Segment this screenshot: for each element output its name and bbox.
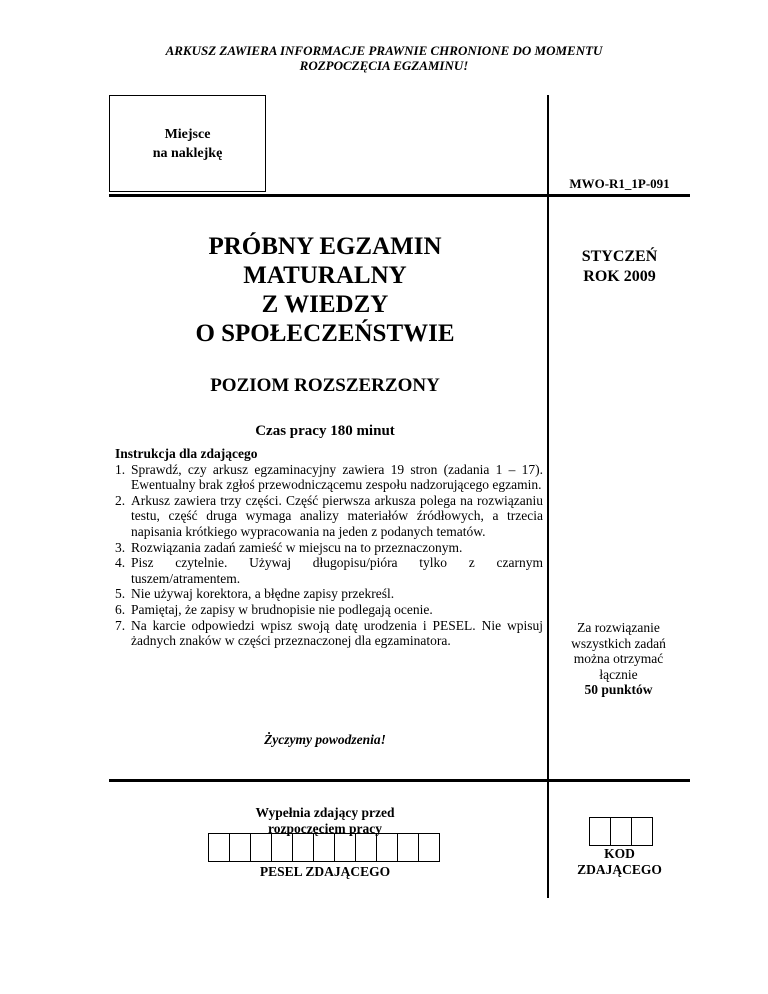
pesel-input-boxes[interactable] [208, 833, 439, 862]
title-line-2: MATURALNY [243, 262, 407, 289]
date-year: ROK 2009 [583, 268, 656, 285]
kod-label [549, 846, 690, 877]
points-line-3: można otrzymać [573, 651, 664, 667]
instruction-item: 2. Arkusz zawiera trzy części. Część pierwsza arkusza polega na rozwiązaniu testu, część druga wymaga analizy materiałów źródłowych, a trzecia napisania krótkiego wypracowania na jeden z podanych tematów. [115, 492, 543, 539]
kod-line-2: ZDAJĄCEGO [577, 861, 662, 877]
fill-line-1: Wypełnia zdający przed [255, 805, 395, 820]
instruction-item: 4. Pisz czytelnie. Używaj długopisu/pióra tylko z czarnym tuszem/atramentem. [115, 555, 543, 586]
kod-digit-box[interactable] [631, 817, 653, 846]
points-line-2: wszystkich zadań [571, 635, 666, 651]
vertical-divider [547, 95, 549, 898]
points-line-4: łącznie [599, 666, 638, 682]
pesel-digit-box[interactable] [355, 833, 377, 862]
title-line-3: Z WIEDZY [261, 291, 389, 318]
fill-line-2: rozpoczęciem pracy [267, 820, 383, 836]
pesel-digit-box[interactable] [376, 833, 398, 862]
notice-line-2: ROZPOCZĘCIA EGZAMINU! [299, 58, 469, 73]
exam-level: POZIOM ROZSZERZONY [210, 375, 440, 396]
instructions [115, 446, 543, 649]
legal-notice [100, 43, 668, 73]
pesel-digit-box[interactable] [250, 833, 272, 862]
exam-time: Czas pracy 180 minut [255, 423, 395, 439]
sticker-line-2: na naklejkę [152, 145, 223, 161]
pesel-digit-box[interactable] [229, 833, 251, 862]
kod-digit-box[interactable] [610, 817, 632, 846]
kod-line-1: KOD [604, 846, 635, 861]
instructions-list [115, 462, 543, 649]
exam-code: MWO-R1_1P-091 [569, 176, 670, 191]
points-total: 50 punktów [584, 682, 653, 698]
sticker-placeholder-box [109, 95, 266, 192]
instruction-item: 1. Sprawdź, czy arkusz egzaminacyjny zawiera 19 stron (zadania 1 – 17). Ewentualny brak zgłoś przewodniczącemu zespołu nadzorującego egzamin. [115, 461, 543, 493]
pesel-digit-box[interactable] [418, 833, 440, 862]
instruction-item: 7. Na karcie odpowiedzi wpisz swoją datę urodzenia i PESEL. Nie wpisuj żadnych znaków w części przeznaczonej dla egzaminatora. [115, 617, 543, 649]
fill-in-note [200, 805, 450, 836]
notice-line-1: ARKUSZ ZAWIERA INFORMACJE PRAWNIE CHRONIONE DO MOMENTU [165, 43, 603, 58]
pesel-digit-box[interactable] [292, 833, 314, 862]
pesel-digit-box[interactable] [271, 833, 293, 862]
bottom-divider [109, 779, 690, 782]
pesel-digit-box[interactable] [334, 833, 356, 862]
exam-title [140, 232, 510, 348]
pesel-digit-box[interactable] [397, 833, 419, 862]
good-luck-message: Życzymy powodzenia! [264, 732, 386, 747]
instruction-item: 5. Nie używaj korektora, a błędne zapisy przekreśl. [115, 586, 395, 602]
top-divider [109, 194, 690, 197]
pesel-digit-box[interactable] [313, 833, 335, 862]
kod-digit-box[interactable] [589, 817, 611, 846]
pesel-digit-box[interactable] [208, 833, 230, 862]
date-month: STYCZEŃ [581, 248, 658, 265]
kod-input-boxes[interactable] [589, 817, 652, 846]
exam-date [549, 247, 690, 287]
points-info [560, 620, 677, 698]
instructions-heading: Instrukcja dla zdającego [115, 446, 258, 461]
points-line-1: Za rozwiązanie [577, 620, 660, 635]
title-line-1: PRÓBNY EGZAMIN [208, 233, 442, 260]
title-line-4: O SPOŁECZEŃSTWIE [195, 320, 455, 347]
pesel-label: PESEL ZDAJĄCEGO [259, 864, 391, 879]
instruction-item: 3. Rozwiązania zadań zamieść w miejscu na to przeznaczonym. [115, 539, 463, 555]
sticker-line-1: Miejsce [164, 126, 211, 142]
instruction-item: 6. Pamiętaj, że zapisy w brudnopisie nie podlegają ocenie. [115, 601, 433, 617]
